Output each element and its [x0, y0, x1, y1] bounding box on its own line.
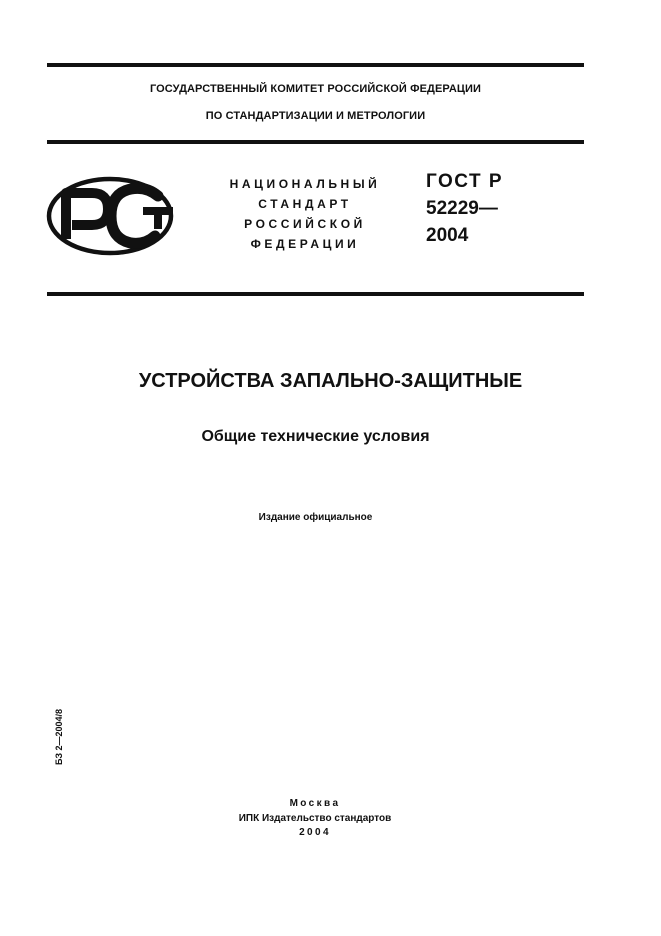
- designation-line-1: ГОСТ Р: [426, 171, 504, 192]
- standard-type-line-2: СТАНДАРТ: [258, 197, 352, 211]
- side-code: БЗ 2—2004/8: [54, 708, 64, 765]
- committee-line-1: ГОСУДАРСТВЕННЫЙ КОМИТЕТ РОССИЙСКОЙ ФЕДЕРАЦИИ: [149, 83, 482, 95]
- rst-logo-svg: [45, 176, 175, 256]
- document-title: УСТРОЙСТВА ЗАПАЛЬНО-ЗАЩИТНЫЕ: [138, 370, 523, 392]
- header-rule: [47, 140, 584, 144]
- top-rule: [47, 63, 584, 67]
- imprint: [215, 797, 415, 841]
- standard-type-line-4: ФЕДЕРАЦИИ: [250, 237, 360, 251]
- designation-line-2: 52229—: [426, 198, 498, 219]
- designation-line-3: 2004: [426, 225, 469, 246]
- committee-line-2: ПО СТАНДАРТИЗАЦИИ И МЕТРОЛОГИИ: [205, 110, 426, 122]
- logo-rule: [47, 292, 584, 296]
- edition-note: Издание официальное: [258, 512, 373, 523]
- document-subtitle: Общие технические условия: [201, 428, 430, 445]
- rst-logo-icon: [45, 176, 175, 256]
- standard-designation: [426, 168, 503, 249]
- imprint-city: Москва: [289, 798, 341, 809]
- imprint-publisher: ИПК Издательство стандартов: [238, 812, 392, 824]
- standard-type-line-3: РОССИЙСКОЙ: [244, 217, 366, 231]
- imprint-year: 2004: [299, 827, 331, 838]
- standard-type-line-1: НАЦИОНАЛЬНЫЙ: [229, 177, 381, 191]
